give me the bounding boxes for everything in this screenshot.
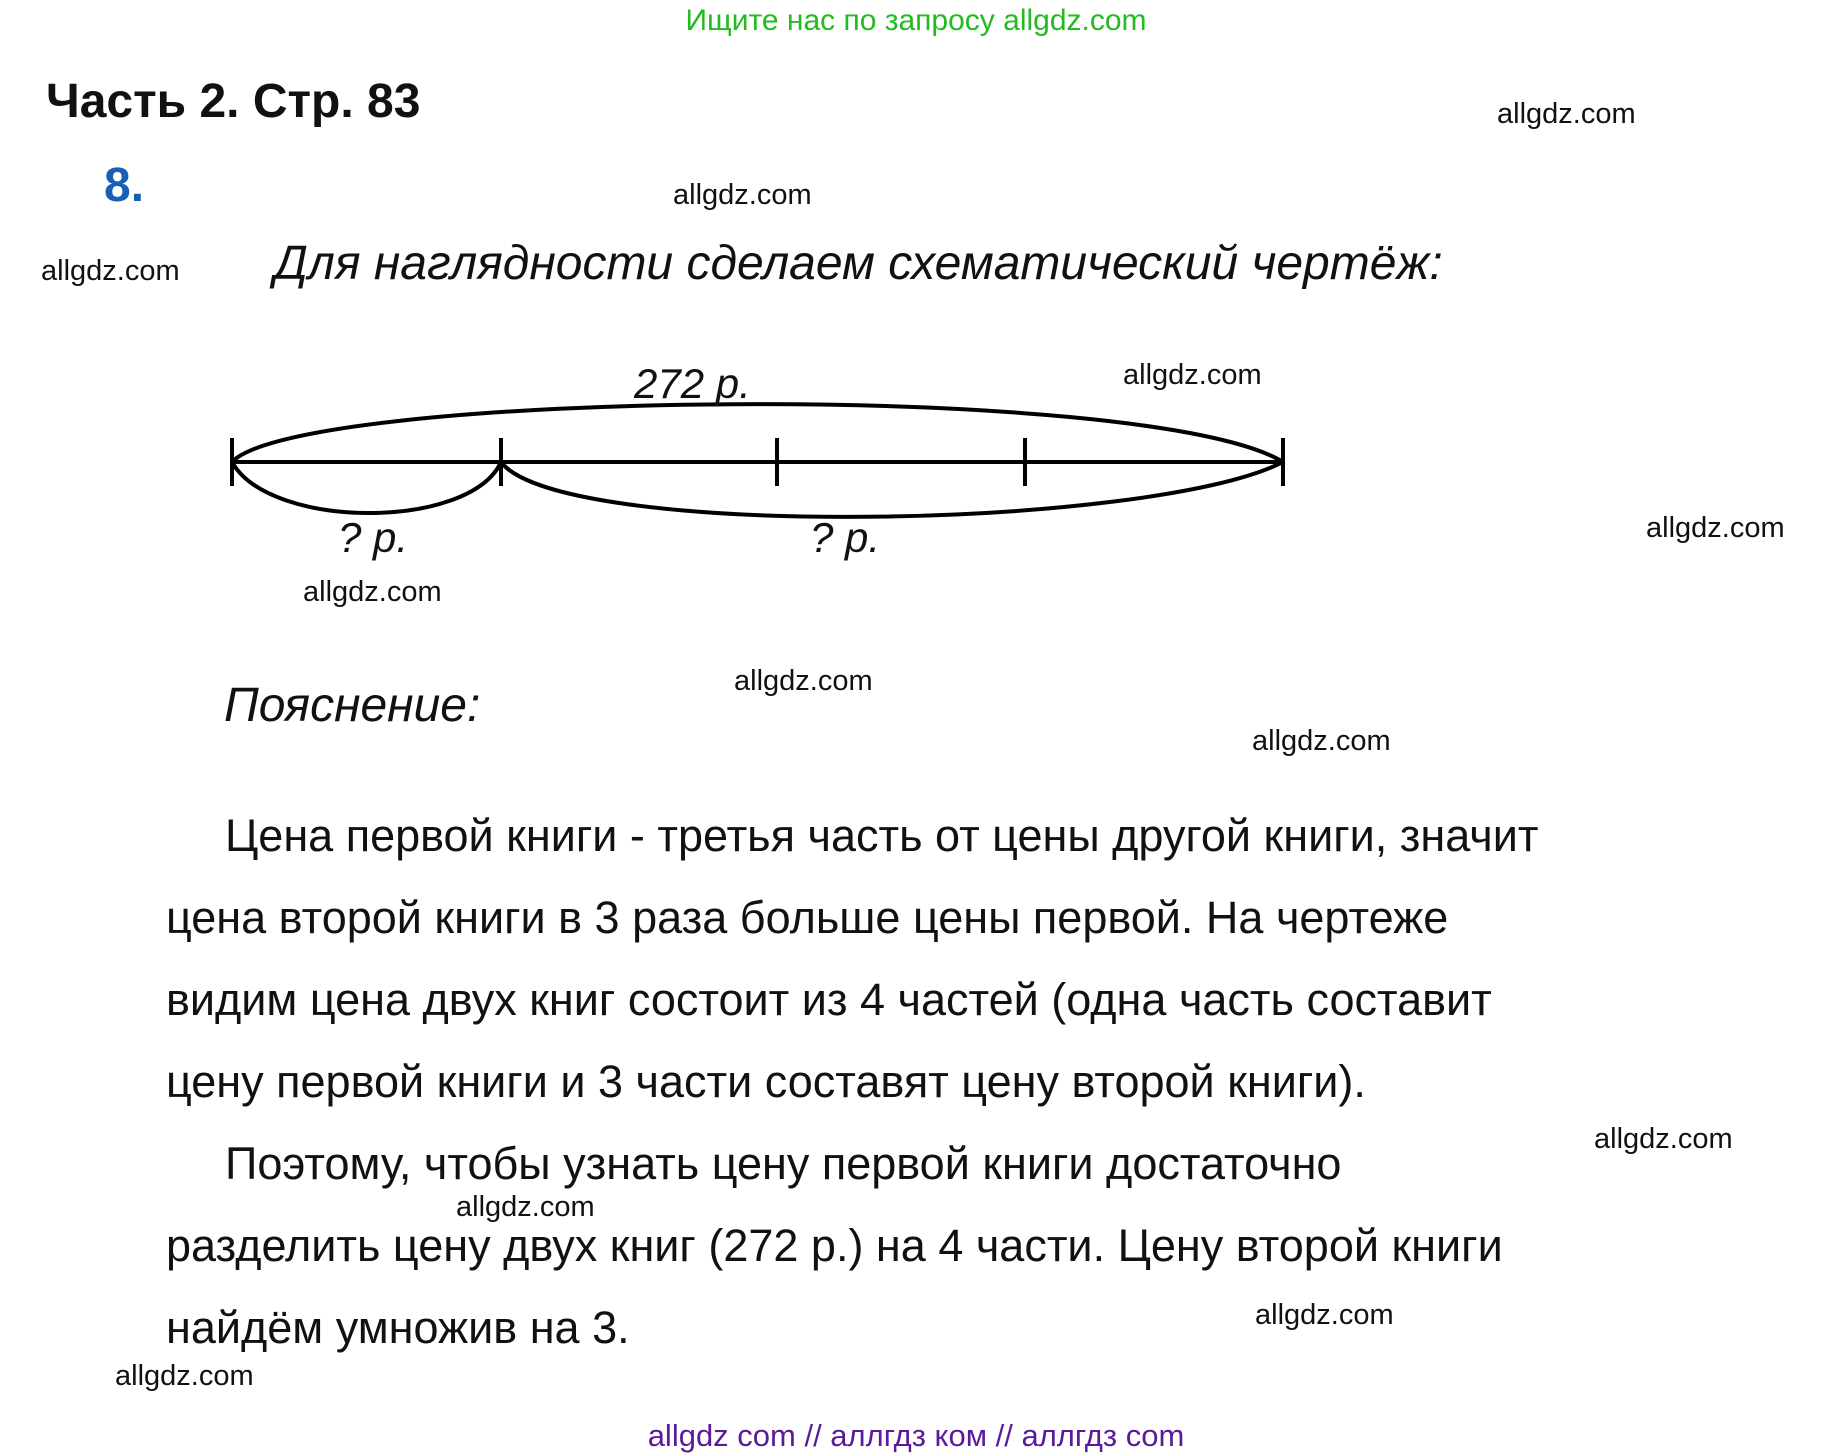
watermark: allgdz.com (41, 255, 180, 287)
paragraph-line: Цена первой книги - третья часть от цены другой книги, значит (225, 810, 1539, 861)
explanation-heading: Пояснение: (224, 679, 481, 732)
watermark: allgdz.com (1252, 725, 1391, 757)
watermark: allgdz.com (1646, 512, 1785, 544)
total-price-label: 272 р. (634, 360, 751, 407)
watermark: allgdz.com (1497, 98, 1636, 130)
watermark: allgdz.com (1123, 359, 1262, 391)
watermark: allgdz.com (115, 1360, 254, 1392)
intro-text: Для наглядности сделаем схематический чертёж: (274, 237, 1443, 290)
second-book-price-label: ? р. (810, 514, 881, 561)
first-book-price-label: ? р. (338, 514, 409, 561)
watermark: allgdz.com (456, 1191, 595, 1223)
paragraph-line: видим цена двух книг состоит из 4 частей (одна часть составит (166, 974, 1492, 1025)
paragraph-line: найдём умножив на 3. (166, 1302, 630, 1353)
paragraph-line: Поэтому, чтобы узнать цену первой книги достаточно (225, 1138, 1342, 1189)
second-book-arc (501, 462, 1283, 517)
total-brace-arc (232, 404, 1283, 462)
paragraph-line: цену первой книги и 3 части составят цену второй книги). (166, 1056, 1366, 1107)
first-book-arc (232, 462, 501, 513)
watermark: allgdz.com (1255, 1299, 1394, 1331)
paragraph-line: цена второй книги в 3 раза больше цены первой. На чертеже (166, 892, 1449, 943)
footer-links[interactable]: allgdz com // аллгдз ком // аллгдз com (647, 1418, 1185, 1453)
task-number: 8. (104, 159, 145, 212)
search-banner[interactable]: Ищите нас по запросу allgdz.com (685, 4, 1147, 37)
watermark: allgdz.com (1594, 1123, 1733, 1155)
paragraph-line: разделить цену двух книг (272 р.) на 4 части. Цену второй книги (166, 1220, 1503, 1271)
watermark: allgdz.com (734, 665, 873, 697)
watermark: allgdz.com (303, 576, 442, 608)
page-title: Часть 2. Стр. 83 (46, 75, 421, 128)
watermark: allgdz.com (673, 179, 812, 211)
